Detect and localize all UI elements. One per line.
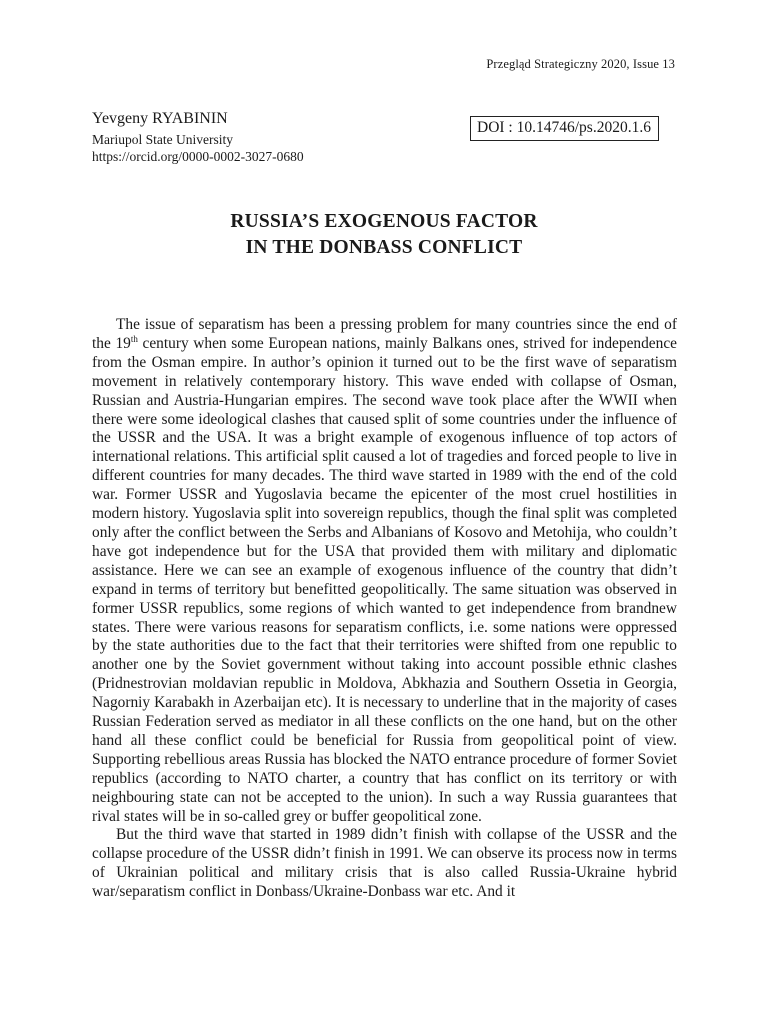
author-block	[92, 110, 304, 165]
article-body	[92, 316, 677, 902]
author-affiliation: Mariupol State University	[92, 132, 233, 147]
doi-box: DOI : 10.14746/ps.2020.1.6	[470, 116, 659, 141]
superscript-th: th	[130, 333, 138, 344]
article-title	[0, 209, 768, 261]
title-line-1: RUSSIA’S EXOGENOUS FACTOR	[230, 211, 538, 232]
paragraph-1-start: The issue of separatism has been a pressing problem for many countries since the end of the 19	[92, 316, 677, 352]
paragraph-1	[92, 316, 677, 826]
running-head: Przegląd Strategiczny 2020, Issue 13	[486, 57, 675, 71]
paragraph-1-rest: century when some European nations, mainly Balkans ones, strived for independence from the Osman empire. In author’s opinion it turned out to be the first wave of separatism movement in relatively contemporary history. This wave ended with collapse of Osman, Russian and Austria-Hungarian empires. The second wave took place after the WWII when there were some ideological clashes that caused split of some countries under the influence of the USSR and the USA. It was a bright example of exogenous influence of top actors of international relations. This artificial split caused a lot of tragedies and forced people to live in different countries for many decades. The third wave started in 1989 with the end of the cold war. Former USSR and Yugoslavia became the epicenter of the most cruel hostilities in modern history. Yugoslavia split into sovereign republics, though the final split was completed only after the conflict between the Serbs and Albanians of Kosovo and Metohija, who couldn’t have got independence but for the USA that provided them with military and diplomatic assistance. Here we can see an example of exogenous influence of the country that didn’t expand in terms of territory but benefitted geopolitically. The same situation was observed in former USSR republics, some regions of which wanted to get independence from brandnew states. There were various reasons for separatism conflicts, i.e. some nations were oppressed by the state authorities due to the fact that their territories were shifted from one republic to another one by the Soviet government without taking into account possible ethnic clashes (Pridnestrovian moldavian republic in Moldova, Abkhazia and Southern Ossetia in Georgia, Nagorniy Karabakh in Azerbaijan etc). It is necessary to underline that in the majority of cases Russian Federation served as mediator in all these conflicts on the one hand, but on the other hand all these conflict could be beneficial for Russia from geopolitical point of view. Supporting rebellious areas Russia has blocked the NATO entrance procedure of former Soviet republics (according to NATO charter, a country that has conflict on its territory or with neighbouring state can not be accepted to the union). In such a way Russia guarantees that rival states will be in so-called grey or buffer geopolitical zone.	[92, 334, 677, 825]
paragraph-2: But the third wave that started in 1989 didn’t finish with collapse of the USSR and the collapse procedure of the USSR didn’t finish in 1991. We can observe its process now in terms of Ukrainian political and military crisis that is also called Russia-Ukraine hybrid war/separatism conflict in Donbass/Ukraine-Donbass war etc. And it	[92, 826, 677, 901]
title-line-2: IN THE DONBASS CONFLICT	[245, 237, 523, 258]
author-orcid: https://orcid.org/0000-0002-3027-0680	[92, 149, 304, 164]
author-name: Yevgeny RYABININ	[92, 110, 228, 127]
